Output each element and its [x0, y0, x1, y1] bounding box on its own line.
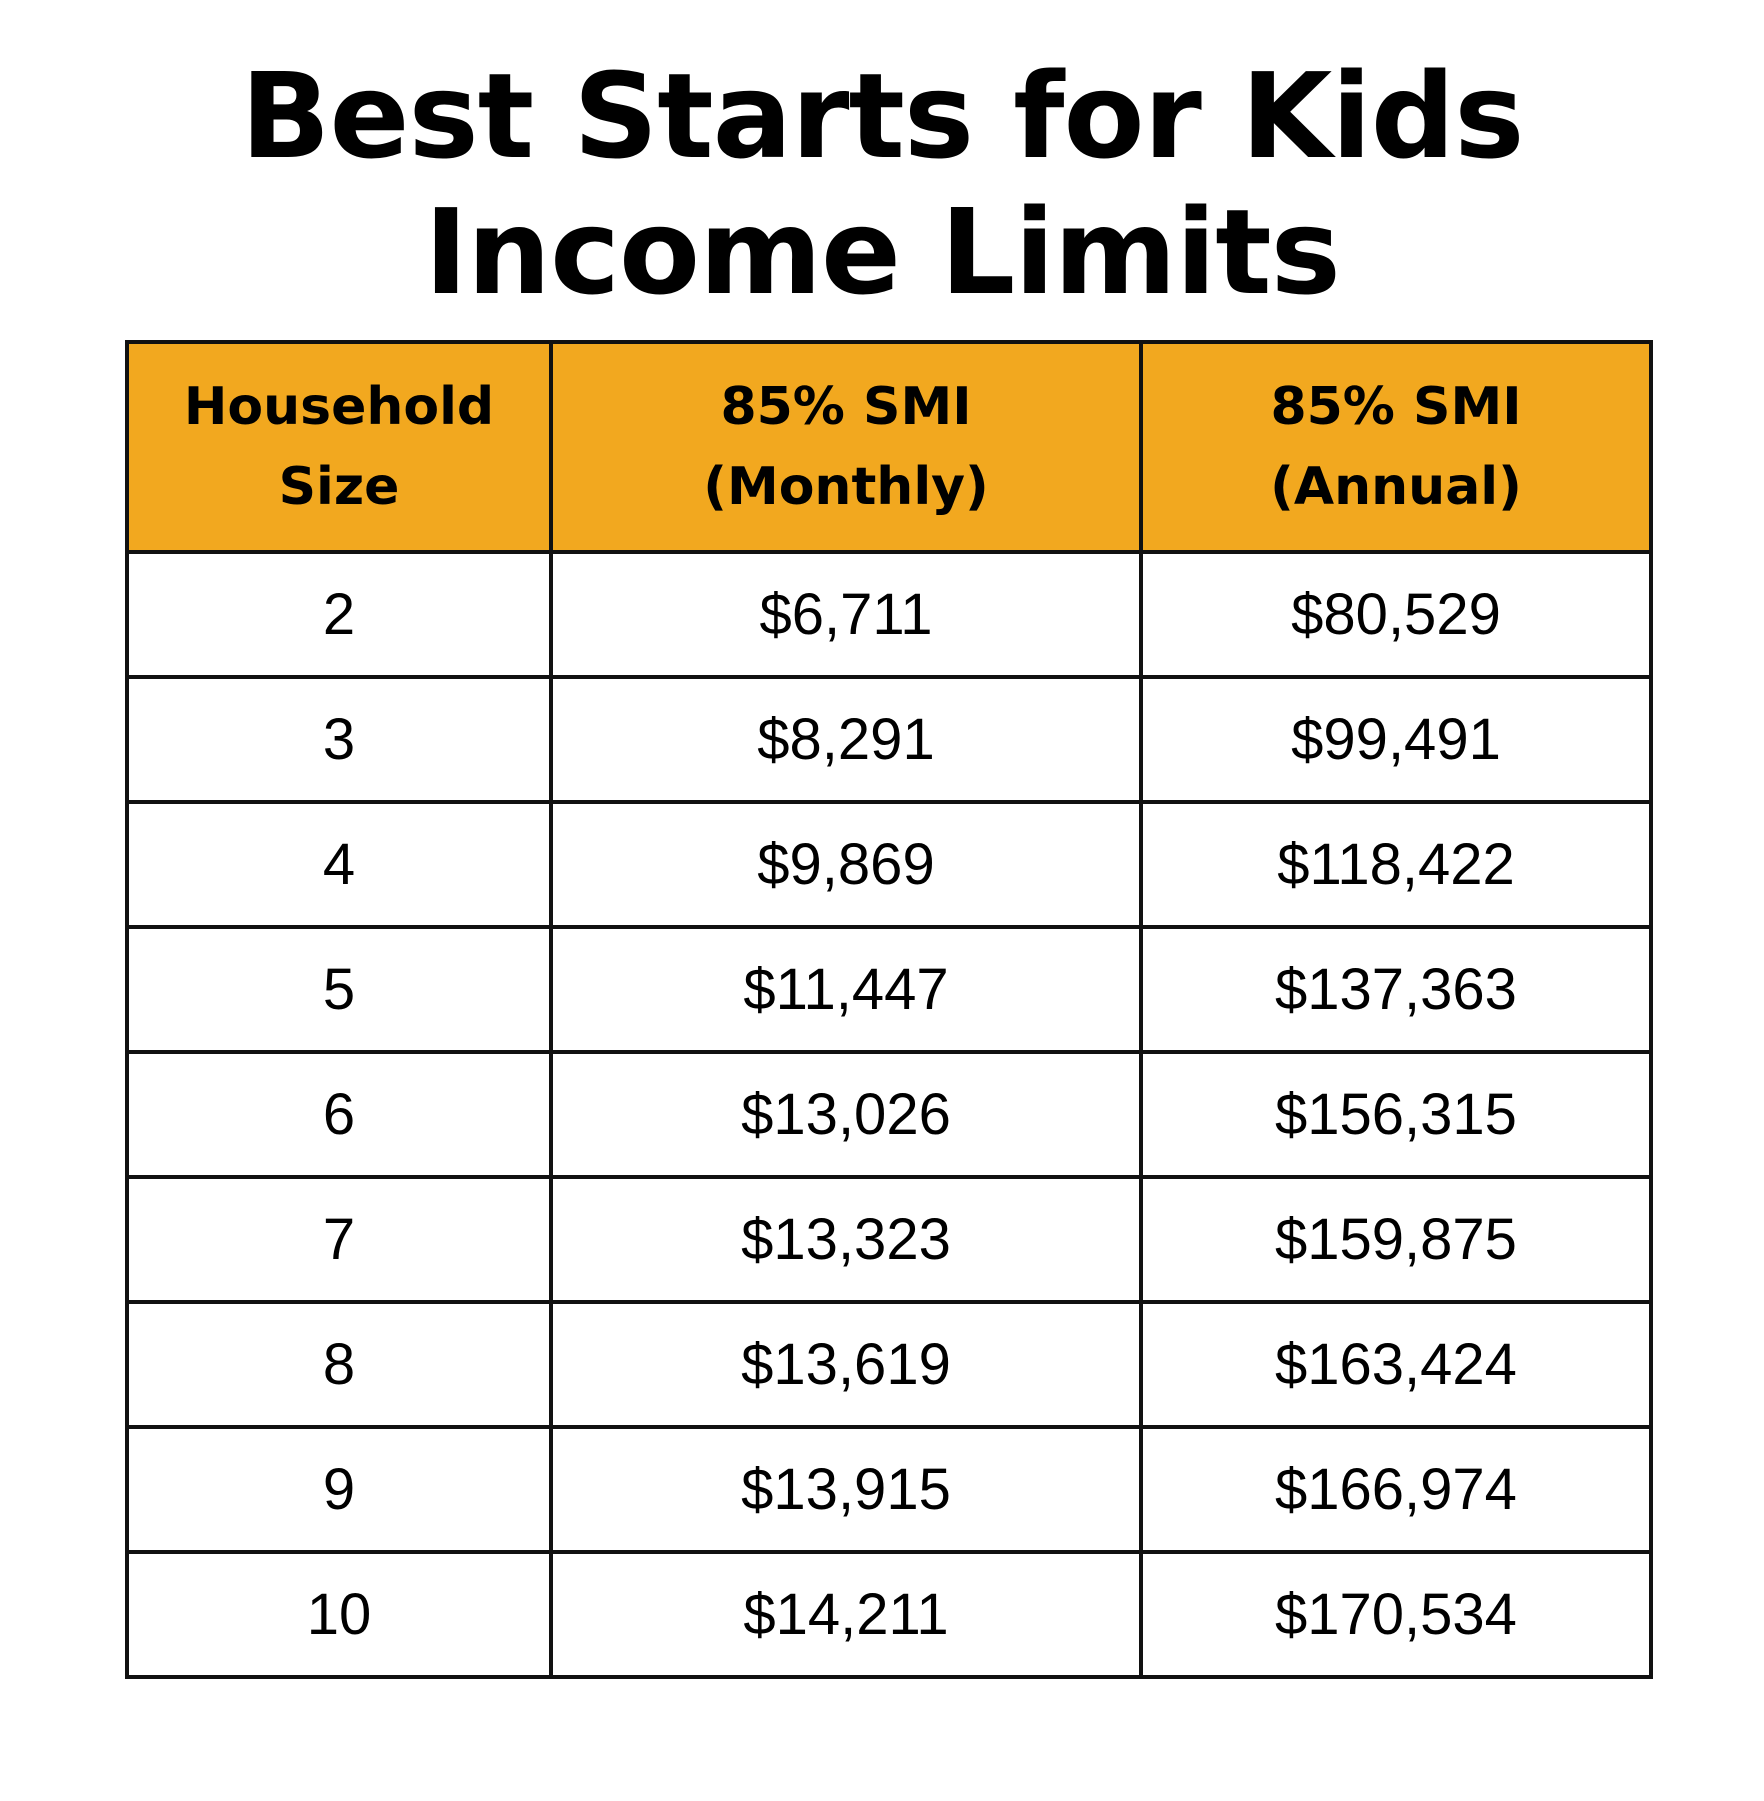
cell-household-size: 4: [127, 802, 551, 927]
title-line-2: Income Limits: [424, 183, 1340, 321]
page-title: [0, 48, 1764, 320]
table-row: [127, 1052, 1651, 1177]
table-row: [127, 927, 1651, 1052]
cell-household-size: 5: [127, 927, 551, 1052]
cell-monthly: $13,026: [551, 1052, 1141, 1177]
table-row: [127, 1552, 1651, 1677]
cell-household-size: 6: [127, 1052, 551, 1177]
header-annual-smi: 85% SMI (Annual): [1141, 342, 1651, 552]
cell-monthly: $13,323: [551, 1177, 1141, 1302]
cell-annual: $118,422: [1141, 802, 1651, 927]
cell-monthly: $9,869: [551, 802, 1141, 927]
cell-household-size: 10: [127, 1552, 551, 1677]
header-household-size: Household Size: [127, 342, 551, 552]
cell-household-size: 9: [127, 1427, 551, 1552]
cell-annual: $170,534: [1141, 1552, 1651, 1677]
cell-monthly: $11,447: [551, 927, 1141, 1052]
table-row: [127, 1302, 1651, 1427]
cell-monthly: $6,711: [551, 552, 1141, 677]
table-row: [127, 1177, 1651, 1302]
table-row: [127, 802, 1651, 927]
table-header: [127, 342, 1651, 552]
title-line-1: Best Starts for Kids: [240, 47, 1524, 185]
cell-annual: $80,529: [1141, 552, 1651, 677]
cell-monthly: $8,291: [551, 677, 1141, 802]
cell-annual: $159,875: [1141, 1177, 1651, 1302]
table-row: [127, 1427, 1651, 1552]
table-row: [127, 677, 1651, 802]
header-row: [127, 342, 1651, 552]
cell-household-size: 2: [127, 552, 551, 677]
cell-annual: $163,424: [1141, 1302, 1651, 1427]
cell-household-size: 7: [127, 1177, 551, 1302]
cell-monthly: $13,619: [551, 1302, 1141, 1427]
cell-household-size: 3: [127, 677, 551, 802]
cell-annual: $137,363: [1141, 927, 1651, 1052]
income-limits-table: [125, 340, 1653, 1679]
header-monthly-smi: 85% SMI (Monthly): [551, 342, 1141, 552]
cell-annual: $166,974: [1141, 1427, 1651, 1552]
table-row: [127, 552, 1651, 677]
table-body: [127, 552, 1651, 1677]
cell-monthly: $13,915: [551, 1427, 1141, 1552]
cell-annual: $156,315: [1141, 1052, 1651, 1177]
cell-household-size: 8: [127, 1302, 551, 1427]
cell-monthly: $14,211: [551, 1552, 1141, 1677]
cell-annual: $99,491: [1141, 677, 1651, 802]
